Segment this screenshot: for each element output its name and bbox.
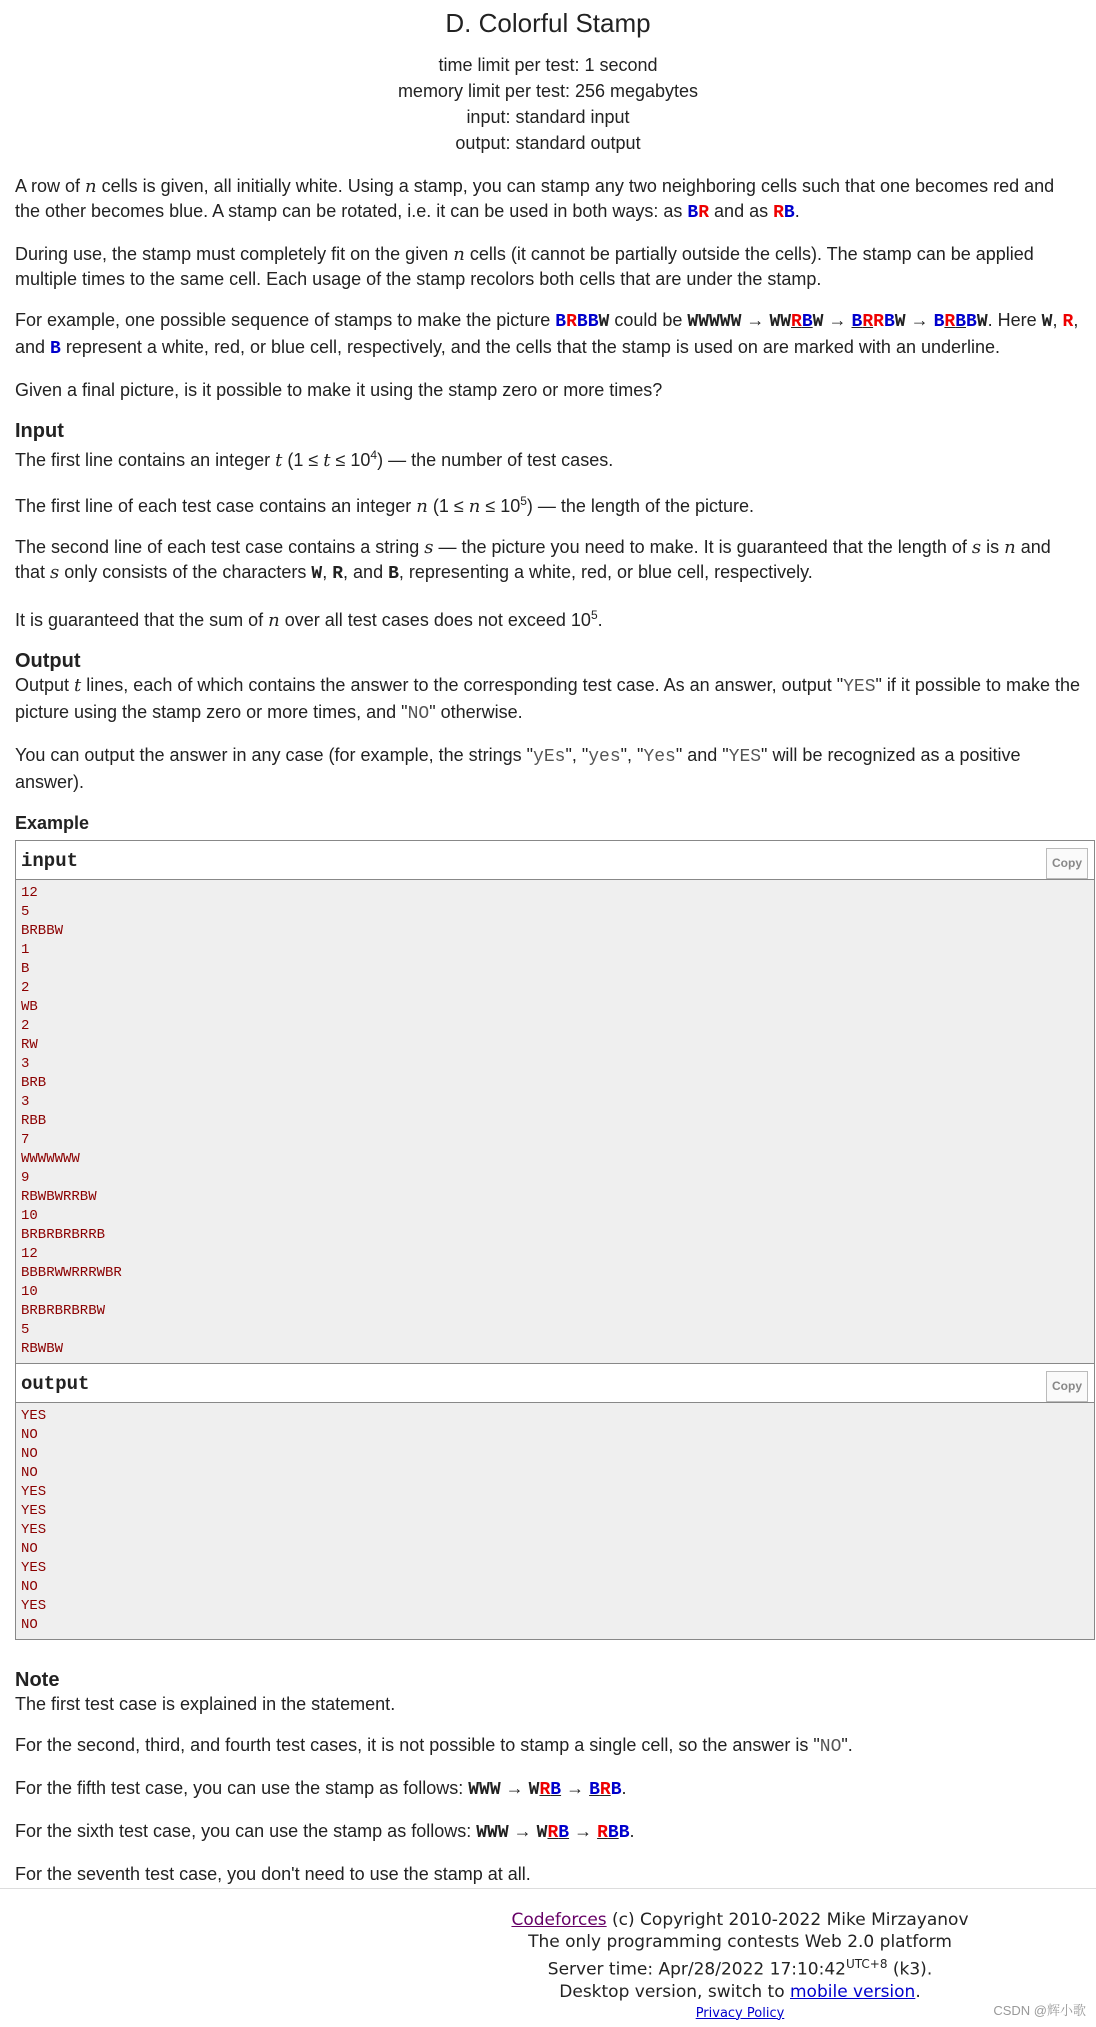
example-output-header — [16, 1364, 1094, 1403]
time-limit: time limit per test: 1 second — [438, 55, 658, 75]
footer-server-time: Server time: Apr/28/2022 $17:10:42^{UTC+8}$ (k3). — [547, 1957, 933, 1980]
example-output-box — [15, 1364, 1095, 1640]
input-type: input: standard input — [466, 107, 630, 127]
problem-header — [0, 0, 1096, 156]
footer-tagline: The only programming contests Web 2.0 platform — [528, 1932, 952, 1952]
example-section — [15, 811, 1081, 1640]
memory-limit: memory limit per test: 256 megabytes — [397, 81, 699, 101]
problem-statement — [15, 174, 1081, 403]
note-paragraph-1: The first test case is explained in the statement. — [15, 1694, 396, 1714]
input-paragraph-4: It is guaranteed that the sum of n over all test cases does not exceed $10^5$. — [15, 608, 603, 631]
example-output-text: YES NO NO NO YES YES YES NO YES NO YES NO — [16, 1403, 1094, 1639]
output-paragraph-1: Output t lines, each of which contains the answer to the corresponding test case. As an answer, output "YES" if it possible to make the picture using the stamp zero or more times, and "NO" otherwise. — [15, 675, 1081, 724]
footer-desktop: Desktop version, switch to mobile version. — [559, 1981, 921, 2002]
note-title: Note — [15, 1669, 60, 1691]
footer-copyright: Codeforces (c) Copyright 2010-2022 Mike Mirzayanov — [511, 1910, 969, 1930]
copy-output-button[interactable]: Copy — [1046, 1371, 1088, 1402]
footer-text — [500, 1909, 980, 2025]
example-input-box — [15, 840, 1095, 1364]
note-section — [15, 1668, 1081, 1887]
input-paragraph-2: The first line of each test case contains an integer n $(1 \le n \le 10^5)$ — the length of the picture. — [15, 494, 755, 517]
statement-paragraph-1: A row of n cells is given, all initially white. Using a stamp, you can stamp any two neighboring cells such that one becomes red and the other becomes blue. A stamp can be rotated, i.e. it can be used in both ways: as BR and as RB. — [15, 176, 1055, 223]
output-type: output: standard output — [455, 133, 641, 153]
watermark: CSDN @辉小歌 — [993, 2003, 1086, 2018]
output-specification — [15, 649, 1081, 795]
problem-title: D. Colorful Stamp — [445, 8, 651, 38]
input-title: Input — [15, 420, 64, 442]
output-paragraph-2: You can output the answer in any case (for example, the strings "yEs", "yes", "Yes" and "YES" will be recognized as a positive answer). — [15, 745, 1021, 792]
mobile-version-link[interactable]: mobile version — [790, 1981, 916, 2002]
example-input-header — [16, 841, 1094, 880]
note-paragraph-2: For the second, third, and fourth test cases, it is not possible to stamp a single cell, so the answer is "NO". — [15, 1735, 853, 1757]
problem-body — [0, 174, 1096, 1887]
example-input-label: input — [21, 850, 79, 872]
example-title: Example — [15, 813, 90, 833]
statement-paragraph-4: Given a final picture, is it possible to make it using the stamp zero or more times? — [15, 380, 663, 400]
copy-input-button[interactable]: Copy — [1046, 848, 1088, 879]
input-paragraph-1: The first line contains an integer t $(1 \le t \le 10^4)$ — the number of test cases. — [15, 448, 614, 471]
codeforces-link[interactable]: Codeforces — [511, 1910, 607, 1930]
footer-privacy — [500, 2003, 980, 2025]
statement-paragraph-2: During use, the stamp must completely fit on the given n cells (it cannot be partially outside the cells). The stamp can be applied multiple times to the same cell. Each usage of the stamp recolors both cells that are under the stamp. — [15, 244, 1034, 289]
note-paragraph-3: For the fifth test case, you can use the stamp as follows: WWW → WRB → BRB. — [15, 1778, 627, 1800]
input-specification — [15, 419, 1081, 633]
input-paragraph-3: The second line of each test case contains a string s — the picture you need to make. It is guaranteed that the length of s is n and that s only consists of the characters W, R, and B, representing a white, red, or blue cell, respectively. — [15, 537, 1051, 584]
example-output-label: output — [21, 1373, 90, 1395]
note-paragraph-5: For the seventh test case, you don't need to use the stamp at all. — [15, 1864, 531, 1884]
output-title: Output — [15, 650, 81, 672]
example-input-text: 12 5 BRBBW 1 B 2 WB 2 RW 3 BRB 3 RBB 7 WWWWWWW 9 RBWBWRRBW 10 BRBRBRBRRB 12 BBBRWWRRRWBR 10 BRBRBRBRBW 5 RBWBW — [16, 880, 1094, 1363]
statement-paragraph-3: For example, one possible sequence of stamps to make the picture BRBBW could be WWWWW → WWRBW → BRRBW → BRBBW. Here W, R, and B represent a white, red, or blue cell, respectively, and the cells that the stamp is used on are marked with an underline. — [15, 310, 1079, 359]
note-paragraph-4: For the sixth test case, you can use the stamp as follows: WWW → WRB → RBB. — [15, 1821, 635, 1843]
privacy-policy-link[interactable]: Privacy Policy — [695, 2005, 785, 2021]
